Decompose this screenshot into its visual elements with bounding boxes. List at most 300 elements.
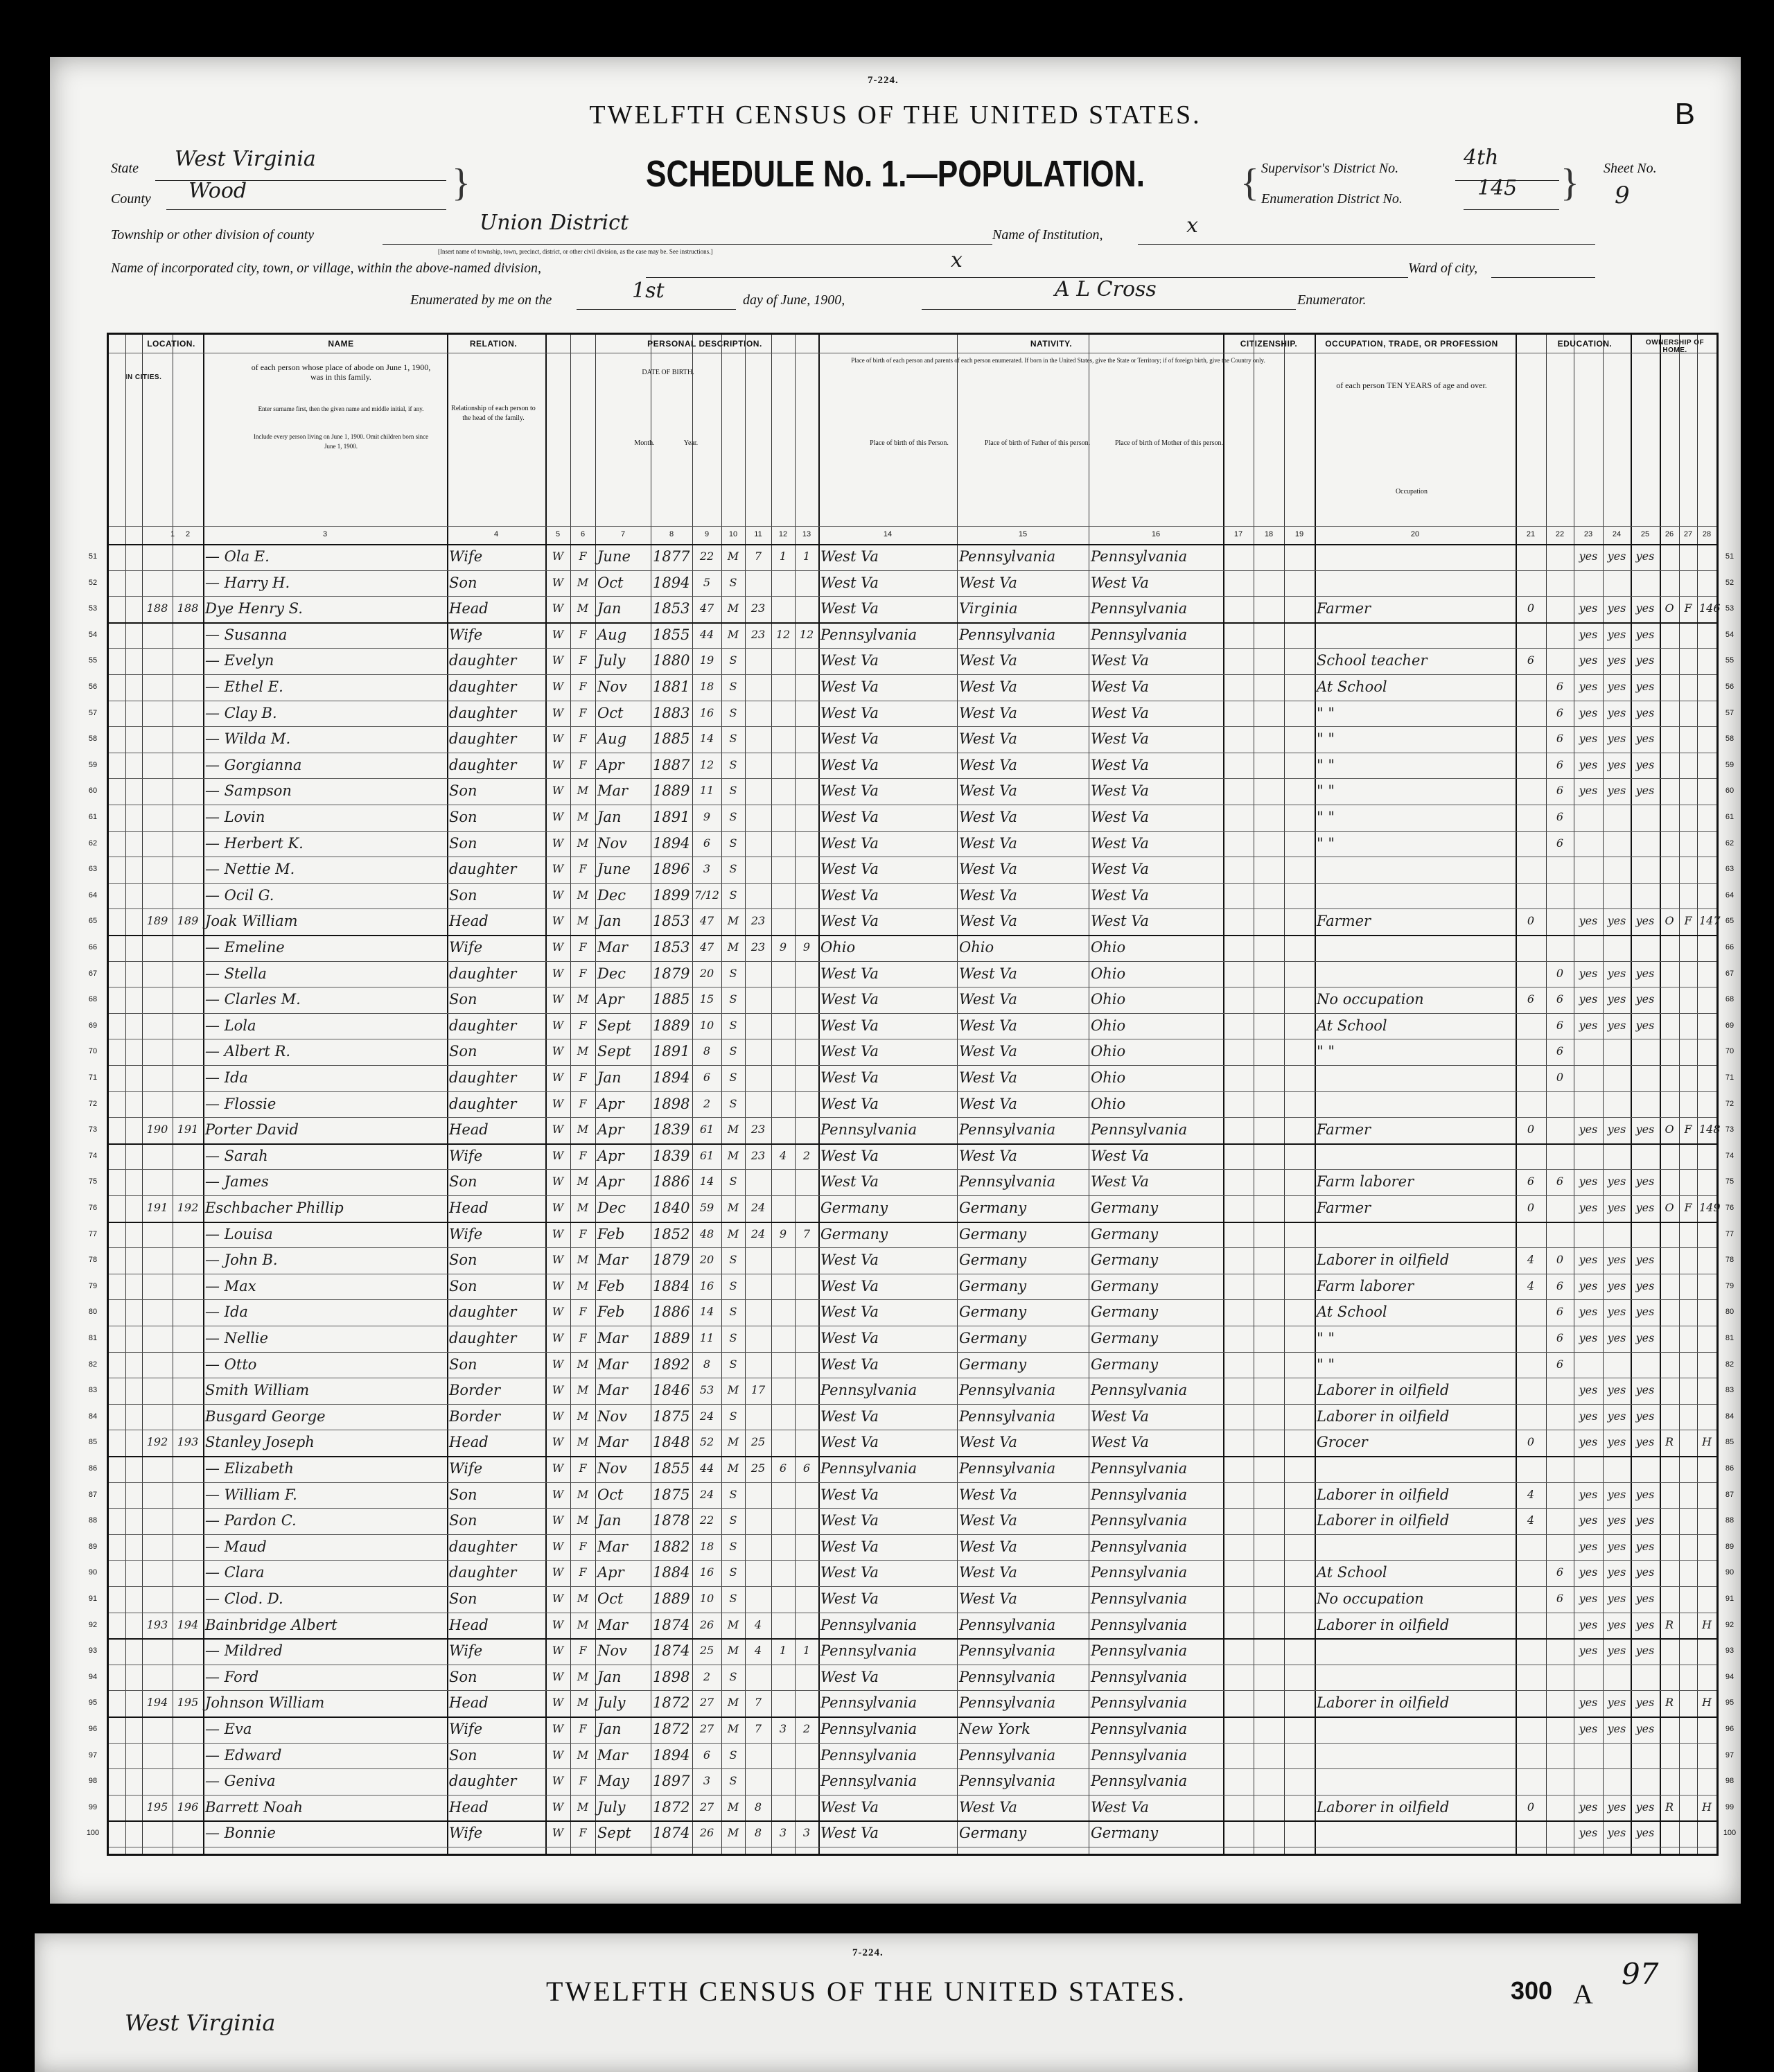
line-number: 100 xyxy=(86,1829,100,1838)
cell-pob: West Va xyxy=(820,1043,879,1060)
cell-fpob: Pennsylvania xyxy=(959,1173,1056,1191)
cell-occ: Laborer in oilfield xyxy=(1317,1798,1450,1816)
cell-born: 4 xyxy=(779,1148,787,1162)
cell-color: W xyxy=(552,1201,564,1214)
cell-mar: S xyxy=(729,680,737,693)
column-divider xyxy=(545,335,547,1854)
line-number: 86 xyxy=(88,1464,98,1473)
line-number: 59 xyxy=(1725,760,1735,769)
cell-read: yes xyxy=(1579,1123,1598,1136)
cell-write: yes xyxy=(1607,1201,1626,1214)
cell-year: 1874 xyxy=(653,1825,690,1842)
cell-color: W xyxy=(552,1461,564,1475)
cell-age: 16 xyxy=(699,1565,714,1579)
cell-mpob: West Va xyxy=(1091,756,1149,773)
cell-occ: Farm laborer xyxy=(1317,1173,1414,1191)
cell-read: yes xyxy=(1579,1565,1598,1579)
column-number: 28 xyxy=(1702,530,1712,538)
cell-name: — John B. xyxy=(205,1252,278,1269)
line-number: 76 xyxy=(88,1204,98,1212)
cell-rel: Son xyxy=(449,809,477,825)
cell-pob: West Va xyxy=(820,1095,879,1112)
cell-name: — Nettie M. xyxy=(205,861,295,878)
cell-farm: H xyxy=(1702,1696,1712,1710)
cell-mpob: Pennsylvania xyxy=(1091,1721,1188,1737)
cell-mpob: Germany xyxy=(1091,1825,1159,1842)
cell-read: yes xyxy=(1579,1696,1598,1710)
line-number: 83 xyxy=(1725,1386,1735,1395)
cell-mar: S xyxy=(729,1539,737,1553)
line-number: 81 xyxy=(1725,1334,1735,1342)
cell-fam: 194 xyxy=(177,1617,199,1631)
cell-farm: 149 xyxy=(1699,1201,1721,1214)
cell-read: yes xyxy=(1579,1253,1598,1267)
cell-pob: West Va xyxy=(820,1486,879,1503)
cell-year: 1872 xyxy=(653,1798,690,1816)
cell-rel: Son xyxy=(449,1512,477,1529)
cell-fpob: Pennsylvania xyxy=(959,1460,1056,1477)
cell-sex: M xyxy=(577,784,589,798)
enumeration-value: 145 xyxy=(1477,176,1518,200)
occupation-header: Occupation xyxy=(1395,488,1428,495)
cell-name: — Stella xyxy=(205,965,267,982)
cell-month: Mar xyxy=(597,1538,629,1555)
cell-eng: yes xyxy=(1635,1800,1655,1814)
cell-occ: Laborer in oilfield xyxy=(1317,1694,1450,1712)
cell-mpob: West Va xyxy=(1091,1173,1149,1191)
cell-mar: M xyxy=(727,1826,739,1840)
cell-eng: yes xyxy=(1635,1331,1655,1344)
cell-occ: " " xyxy=(1317,1355,1335,1373)
cell-pob: Pennsylvania xyxy=(820,1616,917,1633)
row-divider xyxy=(109,1586,1716,1587)
cell-name: — Harry H. xyxy=(205,574,290,591)
cell-mpob: West Va xyxy=(1091,1434,1149,1451)
cell-school: 6 xyxy=(1556,1592,1564,1605)
cell-mar: S xyxy=(729,1018,737,1032)
cell-color: W xyxy=(552,1513,564,1527)
cell-mo: 6 xyxy=(1527,1175,1535,1188)
next-census-title: TWELFTH CENSUS OF THE UNITED STATES. xyxy=(545,1976,1187,2007)
cell-rel: Head xyxy=(449,1798,489,1816)
enumeration-label: Enumeration District No. xyxy=(1261,191,1403,207)
cell-month: Apr xyxy=(597,1147,624,1164)
cell-write: yes xyxy=(1607,1800,1626,1814)
column-number: 9 xyxy=(704,530,710,538)
cell-sex: M xyxy=(577,1513,589,1527)
cell-write: yes xyxy=(1607,1539,1626,1553)
sheet-no-label: Sheet No. xyxy=(1604,161,1657,176)
cell-occ: At School xyxy=(1317,1303,1387,1321)
cell-age: 19 xyxy=(699,653,714,667)
line-number: 74 xyxy=(1725,1151,1735,1160)
cell-age: 53 xyxy=(699,1383,714,1397)
line-number: 89 xyxy=(88,1542,98,1551)
cell-name: — Ola E. xyxy=(205,548,270,565)
column-divider xyxy=(1546,335,1547,1854)
cell-eng: yes xyxy=(1635,992,1655,1006)
cell-age: 16 xyxy=(699,705,714,719)
cell-fpob: West Va xyxy=(959,809,1017,825)
cell-rel: Son xyxy=(449,574,477,591)
cell-mar: S xyxy=(729,1513,737,1527)
cell-rel: Son xyxy=(449,1486,477,1503)
cell-fpob: West Va xyxy=(959,730,1017,748)
cell-pob: West Va xyxy=(820,1512,879,1529)
cell-month: Apr xyxy=(597,991,624,1008)
cell-age: 8 xyxy=(703,1357,711,1371)
cell-rel: Son xyxy=(449,1590,477,1607)
cell-pob: West Va xyxy=(820,1407,879,1425)
cell-name: — Nellie xyxy=(205,1330,269,1346)
cell-read: yes xyxy=(1579,1201,1598,1214)
cell-mar: S xyxy=(729,1175,737,1188)
cell-color: W xyxy=(552,732,564,746)
cell-rel: Son xyxy=(449,834,477,852)
cell-month: Mar xyxy=(597,1434,629,1451)
cell-mpob: Pennsylvania xyxy=(1091,600,1188,617)
cell-age: 2 xyxy=(703,1096,711,1110)
cell-occ: Farmer xyxy=(1317,1200,1371,1216)
cell-mar: S xyxy=(729,784,737,798)
cell-age: 26 xyxy=(699,1826,714,1840)
cell-read: yes xyxy=(1579,1826,1598,1840)
row-divider xyxy=(109,1299,1716,1300)
cell-mar: S xyxy=(729,1748,737,1762)
line-number: 77 xyxy=(1725,1229,1735,1238)
cell-rel: Son xyxy=(449,1668,477,1685)
cell-rel: daughter xyxy=(449,1773,517,1790)
cell-mpob: Ohio xyxy=(1091,1069,1126,1086)
cell-month: Apr xyxy=(597,1121,624,1139)
line-number: 67 xyxy=(1725,969,1735,978)
township-note: [Insert name of township, town, precinct, district, or other civil division, as the case may be. See instructions.] xyxy=(438,248,713,255)
cell-month: Mar xyxy=(597,1252,629,1269)
cell-name: — Clay B. xyxy=(205,704,277,721)
column-divider xyxy=(1284,335,1285,1854)
cell-rel: Wife xyxy=(449,1147,483,1164)
census-sheet xyxy=(50,57,1741,1904)
cell-school: 6 xyxy=(1556,784,1564,798)
row-divider xyxy=(109,935,1716,936)
cell-eng: yes xyxy=(1635,1018,1655,1032)
cell-rel: Wife xyxy=(449,626,483,643)
line-number: 66 xyxy=(88,943,98,951)
cell-month: July xyxy=(597,1694,626,1712)
cell-fpob: West Va xyxy=(959,1538,1017,1555)
cell-rel: daughter xyxy=(449,1564,517,1581)
cell-write: yes xyxy=(1607,1722,1626,1735)
line-number: 58 xyxy=(88,735,98,744)
cell-pob: West Va xyxy=(820,1069,879,1086)
cell-pob: Germany xyxy=(820,1225,888,1243)
cell-yrs: 7 xyxy=(754,1696,762,1710)
cell-school: 6 xyxy=(1556,1357,1564,1371)
cell-color: W xyxy=(552,1331,564,1344)
cell-color: W xyxy=(552,1748,564,1762)
cell-year: 1884 xyxy=(653,1564,690,1581)
cell-rel: Head xyxy=(449,1121,489,1139)
cell-fm: F xyxy=(1684,602,1692,615)
cell-read: yes xyxy=(1579,784,1598,798)
sheet-letter: B xyxy=(1674,97,1695,131)
cell-color: W xyxy=(552,602,564,615)
cell-pob: West Va xyxy=(820,1825,879,1842)
line-number: 99 xyxy=(1725,1802,1735,1811)
cell-year: 1874 xyxy=(653,1642,690,1660)
cell-pob: Pennsylvania xyxy=(820,626,917,643)
column-number: 12 xyxy=(778,530,788,538)
cell-color: W xyxy=(552,1096,564,1110)
cell-pob: West Va xyxy=(820,678,879,695)
cell-age: 59 xyxy=(699,1201,714,1214)
cell-month: June xyxy=(597,861,631,878)
cell-age: 7/12 xyxy=(694,888,719,902)
cell-read: yes xyxy=(1579,1175,1598,1188)
cell-mo: 0 xyxy=(1527,602,1535,615)
cell-age: 25 xyxy=(699,1644,714,1658)
line-number: 90 xyxy=(88,1568,98,1577)
cell-eng: yes xyxy=(1635,966,1655,980)
column-divider xyxy=(721,335,722,1854)
cell-sex: M xyxy=(577,1592,589,1605)
cell-sex: F xyxy=(579,732,587,746)
cell-mo: 0 xyxy=(1527,1201,1535,1214)
cell-write: yes xyxy=(1607,550,1626,563)
enumerator-underline xyxy=(922,309,1296,310)
cell-mpob: West Va xyxy=(1091,574,1149,591)
cell-living: 12 xyxy=(799,627,814,641)
cell-rel: Son xyxy=(449,1252,477,1269)
cell-month: Mar xyxy=(597,1746,629,1764)
cell-eng: yes xyxy=(1635,1435,1655,1449)
cell-occ: " " xyxy=(1317,1330,1335,1346)
line-number: 95 xyxy=(88,1698,98,1707)
cell-month: Nov xyxy=(597,834,627,852)
cell-mar: S xyxy=(729,836,737,850)
group-nativity: NATIVITY. xyxy=(1030,339,1073,349)
cell-fpob: West Va xyxy=(959,886,1017,904)
cell-rel: Son xyxy=(449,782,477,800)
cell-yrs: 8 xyxy=(754,1800,762,1814)
cell-month: Mar xyxy=(597,1382,629,1399)
cell-name: — Sarah xyxy=(205,1147,268,1164)
cell-age: 24 xyxy=(699,1409,714,1423)
cell-month: Feb xyxy=(597,1277,625,1294)
cell-age: 44 xyxy=(699,627,714,641)
cell-name: — Ida xyxy=(205,1069,248,1086)
cell-pob: West Va xyxy=(820,1434,879,1451)
cell-living: 1 xyxy=(802,550,811,563)
line-number: 76 xyxy=(1725,1204,1735,1212)
cell-year: 1892 xyxy=(653,1355,690,1373)
right-brace-close: } xyxy=(1561,161,1579,204)
cell-mpob: Germany xyxy=(1091,1277,1159,1294)
cell-eng: yes xyxy=(1635,680,1655,693)
enumerator-label: Enumerator. xyxy=(1297,292,1367,308)
cell-color: W xyxy=(552,992,564,1006)
cell-rel: Wife xyxy=(449,548,483,565)
cell-sex: F xyxy=(579,1331,587,1344)
cell-age: 18 xyxy=(699,680,714,693)
cell-mpob: Pennsylvania xyxy=(1091,1512,1188,1529)
pob-person-header: Place of birth of this Person. xyxy=(870,439,949,447)
cell-age: 15 xyxy=(699,992,714,1006)
line-number: 57 xyxy=(1725,708,1735,717)
cell-color: W xyxy=(552,1071,564,1084)
cell-yrs: 25 xyxy=(750,1435,766,1449)
cell-color: W xyxy=(552,1644,564,1658)
cell-dw: 190 xyxy=(146,1123,168,1136)
cell-born: 3 xyxy=(779,1826,787,1840)
cell-sex: M xyxy=(577,1201,589,1214)
cell-school: 0 xyxy=(1556,1071,1564,1084)
line-number: 95 xyxy=(1725,1698,1735,1707)
township-value: Union District xyxy=(480,211,629,235)
cell-color: W xyxy=(552,1148,564,1162)
cell-age: 10 xyxy=(699,1018,714,1032)
cell-eng: yes xyxy=(1635,1696,1655,1710)
county-label: County xyxy=(111,191,151,207)
cell-sex: F xyxy=(579,862,587,876)
cell-write: yes xyxy=(1607,602,1626,615)
cell-read: yes xyxy=(1579,1331,1598,1344)
sheet-no-value: 9 xyxy=(1615,182,1630,209)
cell-rel: daughter xyxy=(449,1538,517,1555)
cell-fpob: Germany xyxy=(959,1825,1027,1842)
cell-mo: 6 xyxy=(1527,992,1535,1006)
cell-month: Apr xyxy=(597,1095,624,1112)
cell-name: Bainbridge Albert xyxy=(205,1616,337,1633)
cell-year: 1839 xyxy=(653,1147,690,1164)
supervisor-label: Supervisor's District No. xyxy=(1261,161,1399,176)
cell-rel: Head xyxy=(449,913,489,930)
cell-fam: 191 xyxy=(177,1123,199,1136)
column-number: 14 xyxy=(883,530,893,538)
cell-mpob: Pennsylvania xyxy=(1091,1616,1188,1633)
cell-occ: Laborer in oilfield xyxy=(1317,1486,1450,1503)
cell-rel: Head xyxy=(449,1694,489,1712)
right-brace-open: { xyxy=(1240,161,1259,204)
cell-school: 6 xyxy=(1556,1305,1564,1319)
cell-year: 1875 xyxy=(653,1486,690,1503)
next-state-value: West Virginia xyxy=(125,2010,276,2036)
line-number: 64 xyxy=(88,890,98,899)
cell-school: 6 xyxy=(1556,705,1564,719)
cell-eng: yes xyxy=(1635,705,1655,719)
cell-mar: M xyxy=(727,627,739,641)
cell-dw: 191 xyxy=(146,1201,168,1214)
cell-living: 2 xyxy=(802,1148,811,1162)
cell-mo: 4 xyxy=(1527,1253,1535,1267)
cell-rel: Son xyxy=(449,886,477,904)
cell-color: W xyxy=(552,1592,564,1605)
cell-mpob: Pennsylvania xyxy=(1091,1773,1188,1790)
cell-fpob: Pennsylvania xyxy=(959,1407,1056,1425)
column-number: 8 xyxy=(669,530,674,538)
cell-school: 0 xyxy=(1556,966,1564,980)
cell-school: 6 xyxy=(1556,1175,1564,1188)
cell-write: yes xyxy=(1607,1487,1626,1501)
column-number: 15 xyxy=(1018,530,1028,538)
cell-sex: M xyxy=(577,602,589,615)
line-number: 62 xyxy=(88,839,98,848)
cell-month: Jan xyxy=(597,1721,622,1737)
cell-age: 22 xyxy=(699,1513,714,1527)
cell-mpob: Ohio xyxy=(1091,1017,1126,1034)
cell-mo: 0 xyxy=(1527,1123,1535,1136)
cell-sex: F xyxy=(579,680,587,693)
cell-color: W xyxy=(552,550,564,563)
line-number: 90 xyxy=(1725,1568,1735,1577)
cell-eng: yes xyxy=(1635,1565,1655,1579)
cell-age: 48 xyxy=(699,1227,714,1240)
cell-mpob: Pennsylvania xyxy=(1091,626,1188,643)
cell-month: Mar xyxy=(597,1330,629,1346)
cell-fpob: West Va xyxy=(959,1069,1017,1086)
cell-pob: West Va xyxy=(820,756,879,773)
cell-pob: West Va xyxy=(820,1277,879,1294)
next-sheet-number: 300 xyxy=(1511,1976,1553,2005)
cell-name: — Ford xyxy=(205,1668,259,1685)
line-number: 64 xyxy=(1725,890,1735,899)
cell-mo: 4 xyxy=(1527,1487,1535,1501)
cell-rel: Head xyxy=(449,1616,489,1633)
cell-name: — Emeline xyxy=(205,939,285,956)
cell-month: Sept xyxy=(597,1017,631,1034)
cell-pob: Pennsylvania xyxy=(820,1721,917,1737)
line-number: 65 xyxy=(1725,917,1735,926)
line-number: 57 xyxy=(88,708,98,717)
cell-mar: M xyxy=(727,1800,739,1814)
row-divider xyxy=(109,1508,1716,1509)
cell-month: Dec xyxy=(597,965,626,982)
cell-eng: yes xyxy=(1635,1722,1655,1735)
cell-pob: West Va xyxy=(820,809,879,825)
line-number: 60 xyxy=(1725,787,1735,796)
cell-mar: S xyxy=(729,862,737,876)
cell-month: Feb xyxy=(597,1303,625,1321)
cell-sex: F xyxy=(579,1826,587,1840)
cell-mpob: West Va xyxy=(1091,913,1149,930)
cell-sex: M xyxy=(577,1696,589,1710)
cell-mpob: West Va xyxy=(1091,809,1149,825)
column-divider xyxy=(1660,335,1661,1854)
cell-sex: M xyxy=(577,1175,589,1188)
cell-color: W xyxy=(552,653,564,667)
cell-school: 6 xyxy=(1556,810,1564,823)
cell-rel: Son xyxy=(449,1043,477,1060)
cell-yrs: 23 xyxy=(750,914,766,928)
cell-name: — Elizabeth xyxy=(205,1460,294,1477)
cell-age: 6 xyxy=(703,1071,711,1084)
cell-color: W xyxy=(552,1357,564,1371)
cell-mar: S xyxy=(729,888,737,902)
row-divider xyxy=(109,1222,1716,1223)
cell-write: yes xyxy=(1607,1331,1626,1344)
cell-name: Smith William xyxy=(205,1382,310,1399)
cell-mpob: Ohio xyxy=(1091,965,1126,982)
cell-fam: 196 xyxy=(177,1800,199,1814)
cell-mpob: Pennsylvania xyxy=(1091,1694,1188,1712)
line-number: 51 xyxy=(1725,552,1735,561)
line-number: 96 xyxy=(1725,1725,1735,1733)
cell-fpob: West Va xyxy=(959,574,1017,591)
cell-month: Apr xyxy=(597,1564,624,1581)
cell-month: Oct xyxy=(597,704,624,721)
cell-age: 61 xyxy=(699,1123,714,1136)
cell-sex: M xyxy=(577,1617,589,1631)
